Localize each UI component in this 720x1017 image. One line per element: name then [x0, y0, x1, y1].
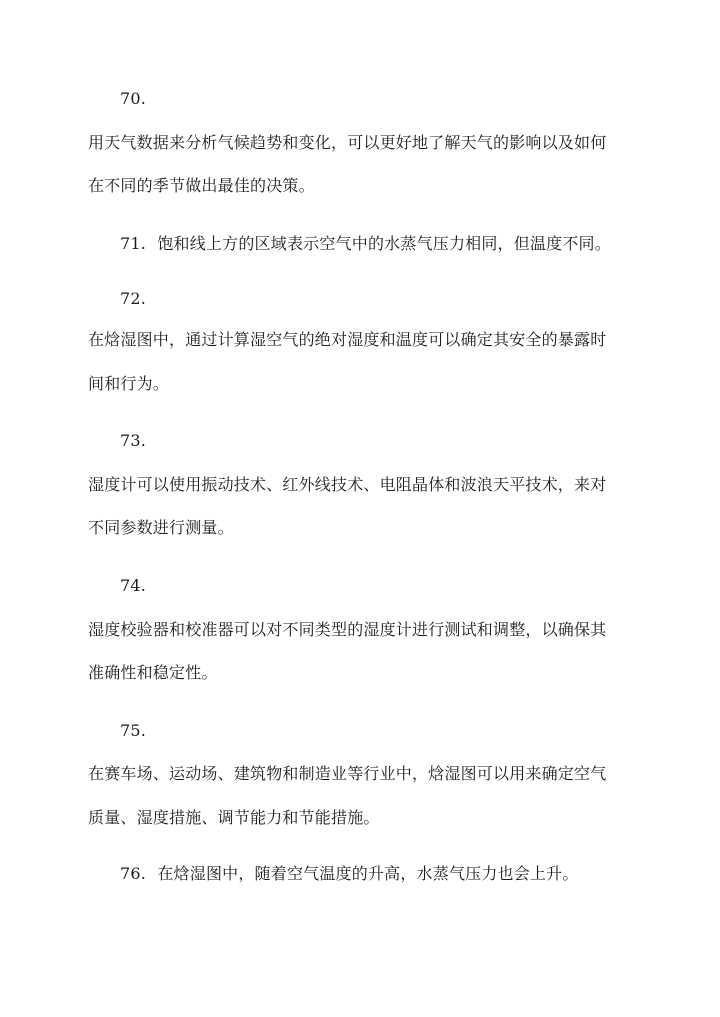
item-text-line: 在赛车场、运动场、建筑物和制造业等行业中，焓湿图可以用来确定空气 — [88, 764, 607, 783]
item-line — [120, 234, 611, 254]
item-text-line: 间和行为。 — [88, 374, 170, 393]
item-text-line: 质量、湿度措施、调节能力和节能措施。 — [88, 808, 380, 827]
item-text-line: 在不同的季节做出最佳的决策。 — [88, 176, 315, 195]
item-text-line: 湿度计可以使用振动技术、红外线技术、电阻晶体和波浪天平技术，来对 — [88, 475, 607, 494]
item-inline-text: 在焓湿图中，随着空气温度的升高，水蒸气压力也会上升。 — [157, 864, 579, 883]
item-number: 71. — [120, 234, 147, 253]
item-number: 73. — [120, 431, 147, 450]
item-text-line: 准确性和稳定性。 — [88, 663, 218, 682]
item-line — [120, 864, 579, 884]
item-text-line: 不同参数进行测量。 — [88, 518, 234, 537]
item-text-line: 湿度校验器和校准器可以对不同类型的湿度计进行测试和调整，以确保其 — [88, 620, 607, 639]
item-number: 75. — [120, 721, 147, 740]
item-text-line: 用天气数据来分析气候趋势和变化，可以更好地了解天气的影响以及如何 — [88, 133, 607, 152]
item-number: 76. — [120, 864, 147, 883]
item-number: 70. — [120, 89, 147, 108]
item-text-line: 在焓湿图中，通过计算湿空气的绝对湿度和温度可以确定其安全的暴露时 — [88, 330, 607, 349]
item-number: 72. — [120, 289, 147, 308]
item-number: 74. — [120, 576, 147, 595]
item-inline-text: 饱和线上方的区域表示空气中的水蒸气压力相同，但温度不同。 — [157, 234, 611, 253]
